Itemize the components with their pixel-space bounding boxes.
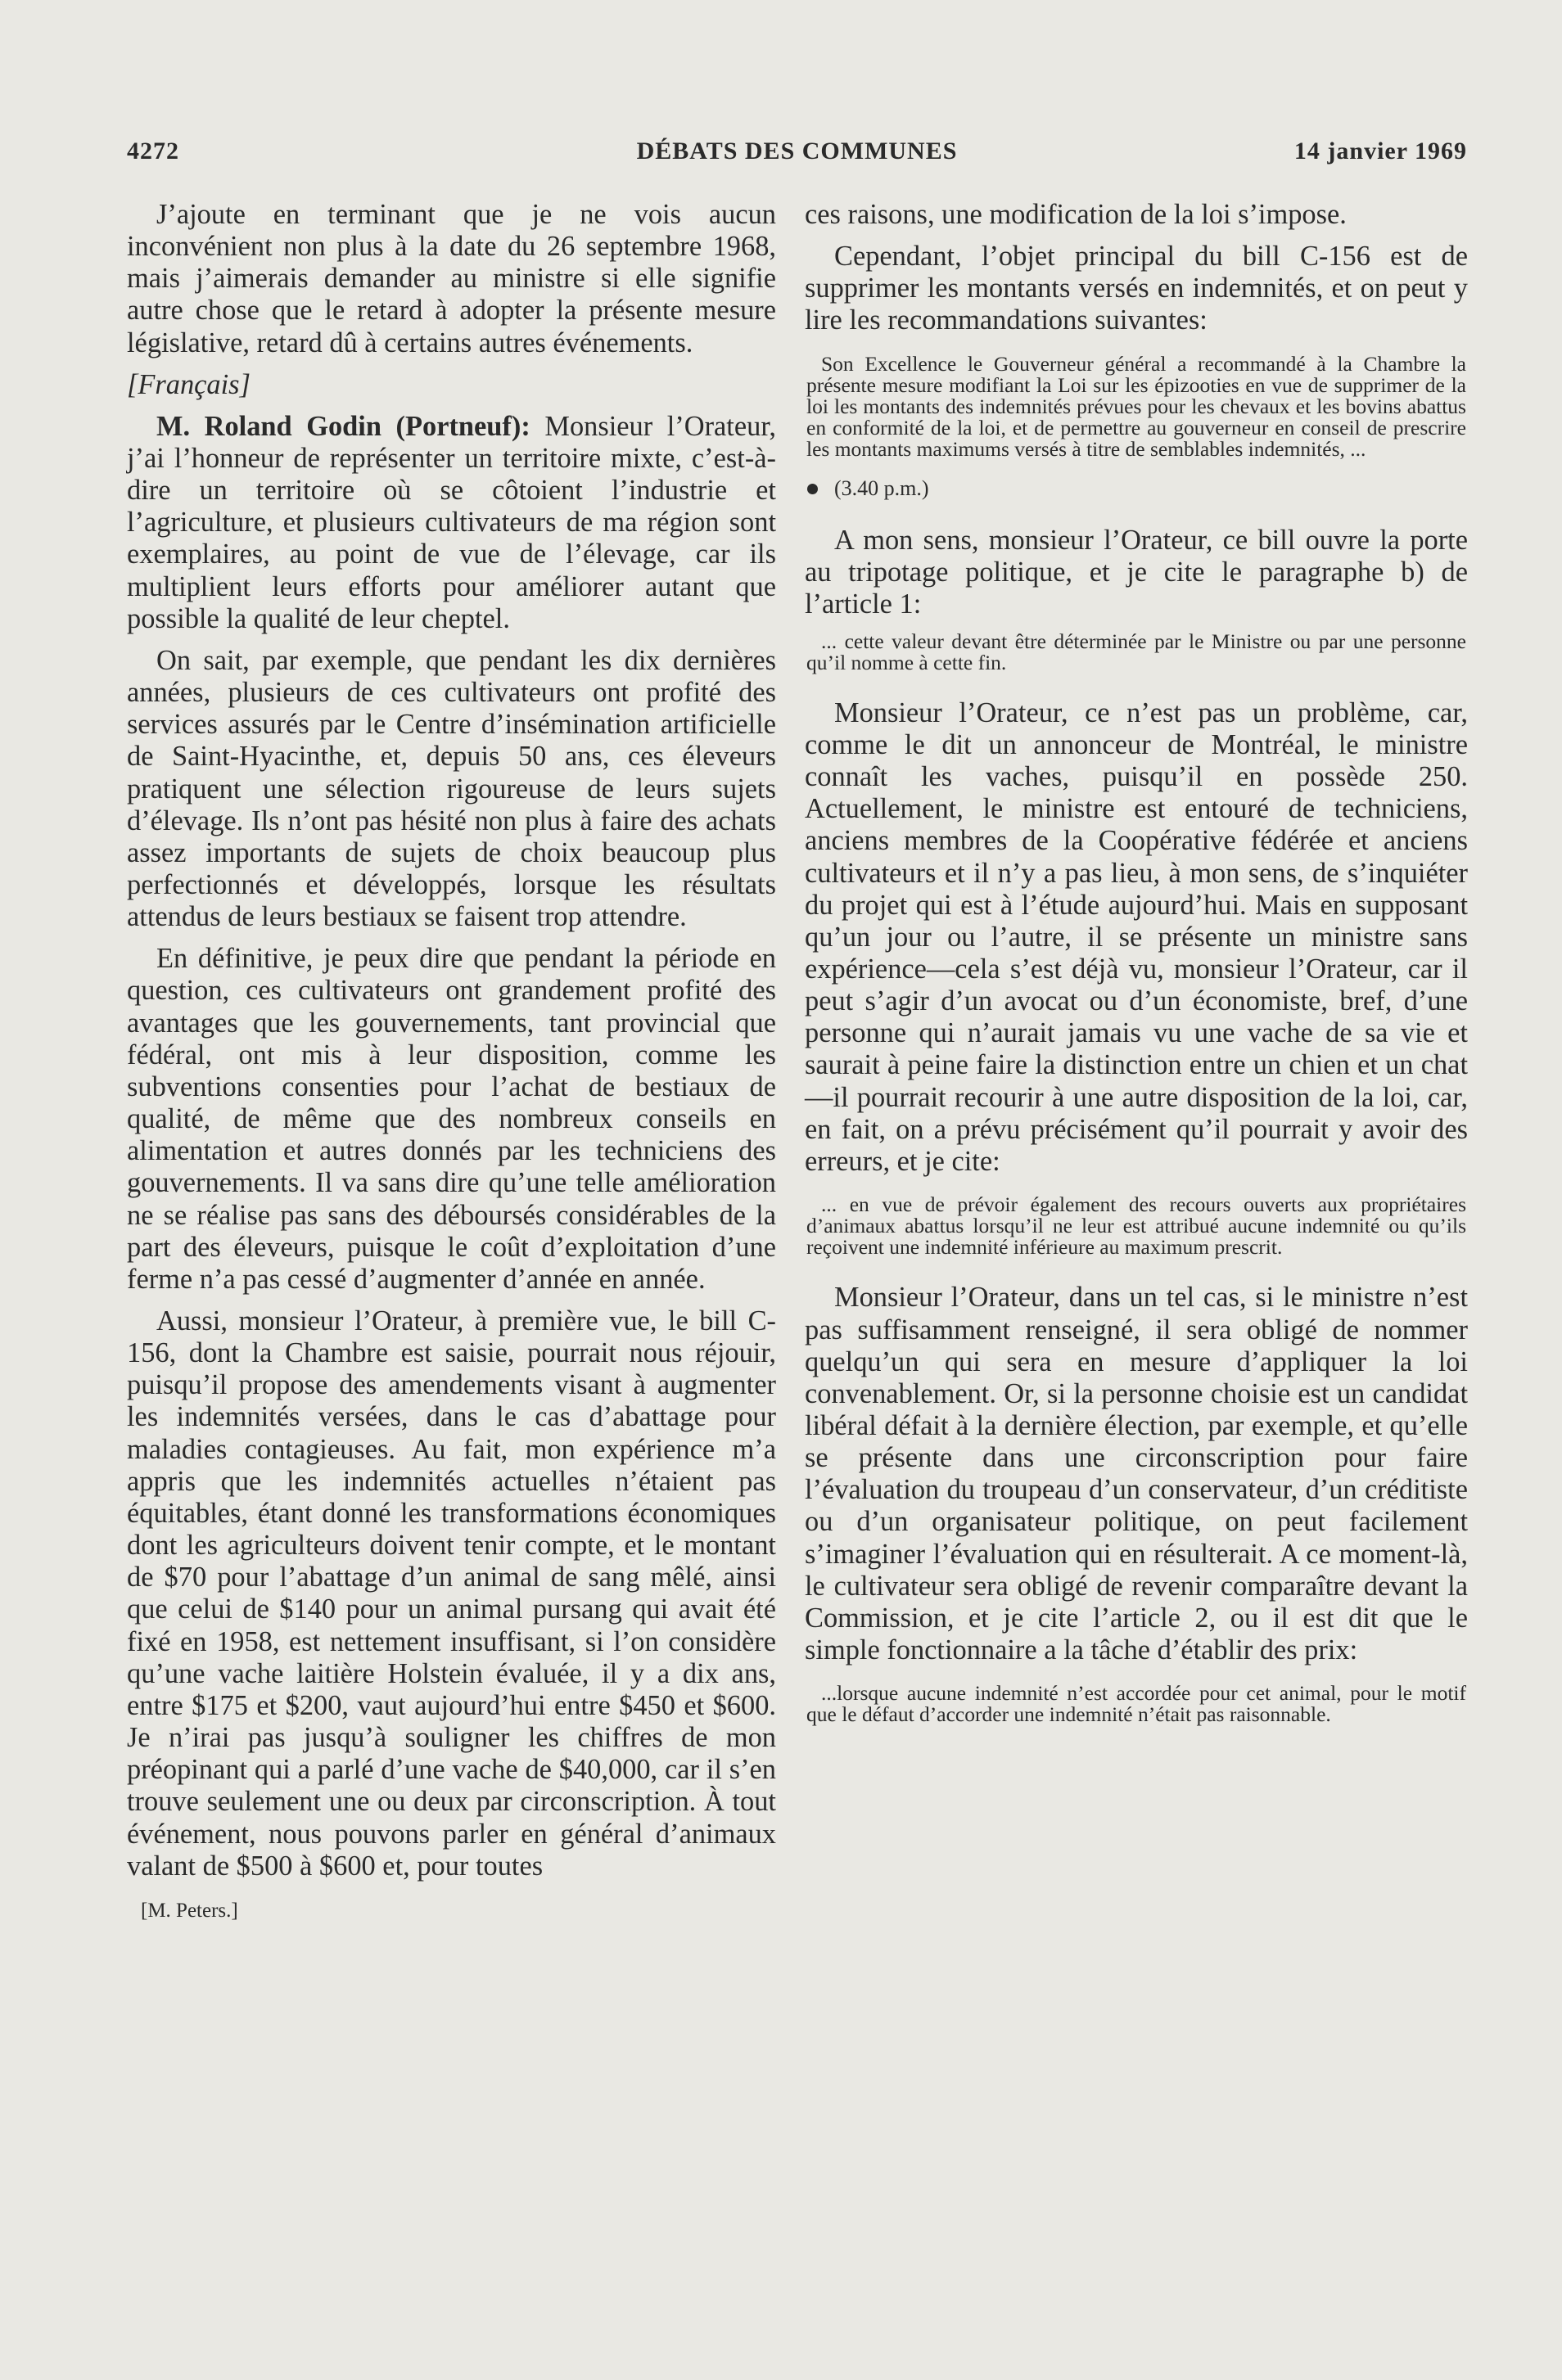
- page-header: [127, 137, 1467, 174]
- paragraph: J’ajoute en terminant que je ne vois aucun inconvénient non plus à la date du 26 septembre 1968, mais j’aimerais demander au ministre si elle signifie autre chose que le retard à adopter la présente mesure législative, retard dû à certains autres événements.: [127, 199, 776, 358]
- paragraph: Aussi, monsieur l’Orateur, à première vue, le bill C-156, dont la Chambre est saisie, pourrait nous réjouir, puisqu’il propose des amendements visant à augmenter les indemnités versées, dans le cas d’abattage pour maladies contagieuses. Au fait, mon expérience m’a appris que les indemnités actuelles n’étaient pas équitables, étant donné les transformations économiques dont les agriculteurs doivent tenir compte, et le montant de $70 pour l’abattage d’un animal de sang mêlé, ainsi que celui de $140 pour un animal pursang qui avait été fixé en 1958, est nettement insuffisant, si l’on considère qu’une vache laitière Holstein évaluée, il y a dix ans, entre $175 et $200, vaut aujourd’hui entre $450 et $600. Je n’irai pas jusqu’à souligner les chiffres de mon préopinant qui a parlé d’une vache de $40,000, car il s’en trouve seulement une ou deux par circonscription. À tout événement, nous pouvons parler en général d’animaux valant de $500 à $600 et, pour toutes: [127, 1305, 776, 1882]
- time-marker: [807, 476, 1468, 501]
- speech-text: Monsieur l’Orateur, j’ai l’honneur de représenter un territoire mixte, c’est-à-dire un territoire où se côtoient l’industrie et l’agriculture, et plusieurs cultivateurs de ma région sont exemplaires, au point de vue de l’élevage, car ils multiplient leurs efforts pour améliorer autant que possible la qualité de leur cheptel.: [127, 410, 776, 634]
- page-number: 4272: [127, 137, 179, 165]
- paragraph: Monsieur l’Orateur, ce n’est pas un problème, car, comme le dit un annonceur de Montréal, le ministre connaît les vaches, puisqu’il en possède 250. Actuellement, le ministre est entouré de techniciens, anciens membres de la Coopérative fédérée et anciens cultivateurs et il n’y a pas lieu, à mon sens, de s’inquiéter du projet qui est à l’étude aujourd’hui. Mais en supposant qu’un jour ou l’autre, il se présente un ministre sans expérience—cela s’est déjà vu, monsieur l’Orateur, car il peut s’agir d’un avocat ou d’un économiste, bref, d’une personne qui n’aurait jamais vu une vache de sa vie et saurait à peine faire la distinction entre un chien et un chat—il pourrait recourir à une autre disposition de la loi, car, en fait, on a prévu précisément qu’il pourrait y avoir des erreurs, et je cite:: [805, 696, 1468, 1177]
- block-quote: ... cette valeur devant être déterminée par le Ministre ou par une personne qu’il nomme à cette fin.: [806, 629, 1466, 674]
- paragraph: En définitive, je peux dire que pendant la période en question, ces cultivateurs ont grandement profité des avantages que les gouvernements, tant provincial que fédéral, ont mis à leur disposition, comme les subventions consenties pour l’achat de bestiaux de qualité, de même que des nombreux conseils en alimentation et autres donnés par les techniciens des gouvernements. Il va sans dire qu’une telle amélioration ne se réalise pas sans des déboursés considérables de la part des éleveurs, puisque le coût d’exploitation d’une ferme n’a pas cessé d’augmenter d’année en année.: [127, 943, 776, 1295]
- language-marker: [Français]: [127, 368, 251, 400]
- paragraph: A mon sens, monsieur l’Orateur, ce bill ouvre la porte au tripotage politique, et je cite le paragraphe b) de l’article 1:: [805, 525, 1468, 620]
- speaker-name: M. Roland Godin (Portneuf):: [156, 410, 530, 442]
- paragraph-continued: ces raisons, une modification de la loi s’impose.: [805, 199, 1347, 230]
- block-quote: ... en vue de prévoir également des recours ouverts aux propriétaires d’animaux abattus lorsqu’il ne leur est attribué aucune indemnité ou qu’ils reçoivent une indemnité inférieure au maximum prescrit.: [806, 1192, 1466, 1260]
- bullet-icon: [807, 484, 818, 494]
- speech-paragraph: [127, 411, 776, 635]
- sitting-date: 14 janvier 1969: [1293, 137, 1467, 165]
- left-column: [127, 199, 776, 1923]
- paragraph: Cependant, l’objet principal du bill C-156 est de supprimer les montants versés en indemnités, et on peut y lire les recommandations suivantes:: [805, 241, 1468, 336]
- paragraph: On sait, par exemple, que pendant les dix dernières années, plusieurs de ces cultivateurs ont profité des services assurés par le Centre d’insémination artificielle de Saint-Hyacinthe, et, depuis 50 ans, ces éleveurs pratiquent une sélection rigoureuse de leurs sujets d’élevage. Ils n’ont pas hésité non plus à faire des achats assez importants de sujets de choix beaucoup plus perfectionnés et développés, lorsque les résultats attendus de leurs bestiaux se faisent trop attendre.: [127, 644, 776, 933]
- block-quote: ...lorsque aucune indemnité n’est accordée pour cet animal, pour le motif que le défaut d’accorder une indemnité n’était pas raisonnable.: [806, 1681, 1466, 1727]
- footnote: [M. Peters.]: [141, 1899, 238, 1922]
- paragraph: Monsieur l’Orateur, dans un tel cas, si le ministre n’est pas suffisamment renseigné, il sera obligé de nommer quelqu’un qui sera en mesure d’appliquer la loi convenablement. Or, si la personne choisie est un candidat libéral défait à la dernière élection, par exemple, et qu’elle se présente dans une circonscription pour faire l’évaluation du troupeau d’un conservateur, d’un créditiste ou d’un organisateur politique, on peut facilement s’imaginer l’évaluation qui en résulterait. A ce moment-là, le cultivateur sera obligé de revenir comparaître devant la Commission, et je cite l’article 2, ou il est dit que le simple fonctionnaire a la tâche d’établir des prix:: [805, 1282, 1468, 1666]
- running-title: DÉBATS DES COMMUNES: [636, 137, 958, 165]
- right-column: [805, 199, 1468, 1725]
- block-quote: Son Excellence le Gouverneur général a recommandé à la Chambre la présente mesure modifiant la Loi sur les épizooties en vue de supprimer de la loi les montants des indemnités prévues pour les chevaux et les bovins abattus en conformité de la loi, et de permettre au gouverneur en conseil de prescrire les montants maximums versés à titre de semblables indemnités, ...: [806, 351, 1466, 461]
- time-text: (3.40 p.m.): [834, 476, 929, 501]
